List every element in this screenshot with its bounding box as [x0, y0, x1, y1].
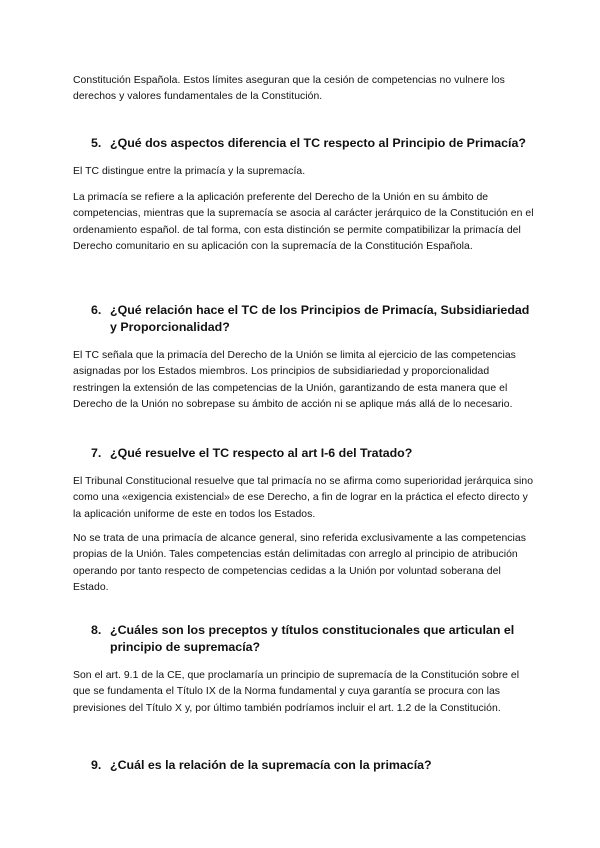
question-9-number: 9. — [91, 758, 102, 772]
question-6-text: ¿Qué relación hace el TC de los Principios de Primacía, Subsidiariedad y Proporcionalidad? — [110, 303, 530, 334]
question-8-number: 8. — [91, 623, 102, 637]
question-8-heading — [73, 622, 533, 656]
question-5-text: ¿Qué dos aspectos diferencia el TC respecto al Principio de Primacía? — [110, 136, 526, 150]
answer-5-paragraph-1: El TC distingue entre la primacía y la supremacía. — [73, 166, 306, 177]
question-6-heading — [73, 302, 533, 336]
answer-8-block-1 — [73, 668, 535, 717]
intro-paragraph-block — [73, 73, 535, 106]
answer-7-paragraph-1: El Tribunal Constitucional resuelve que tal primacía no se afirma como superioridad jerárquica sino como una «exigencia existencial» de ese Derecho, a fin de lograr en la práctica el efecto directo y la aplicación uniforme de este en todos los Estados. — [73, 476, 534, 520]
answer-5-block-2 — [73, 190, 535, 256]
question-9-text: ¿Cuál es la relación de la supremacía con la primacía? — [110, 758, 432, 772]
question-7-number: 7. — [91, 446, 102, 460]
answer-7-paragraph-2: No se trata de una primacía de alcance general, sino referida exclusivamente a las competencias propias de la Unión. Tales competencias están delimitadas con arreglo al principio de atribución operando por tanto respecto de competencias cedidas a la Unión por voluntad soberana del Estado. — [73, 533, 526, 594]
question-5-heading — [73, 135, 533, 152]
answer-6-paragraph-1: El TC señala que la primacía del Derecho de la Unión se limita al ejercicio de las competencias asignadas por los Estados miembros. Los principios de subsidiariedad y proporcionalidad restringen la extensión de las competencias de la Unión, garantizando de esta manera que el Derecho de la Unión no sobrepase su ámbito de acción ni se aplique más allá de lo necesario. — [73, 350, 516, 411]
question-7-heading — [73, 445, 533, 462]
intro-paragraph: Constitución Española. Estos límites aseguran que la cesión de competencias no vulnere los derechos y valores fundamentales de la Constitución. — [73, 75, 505, 103]
answer-8-paragraph-1: Son el art. 9.1 de la CE, que proclamaría un principio de supremacía de la Constitución sobre el que se fundamenta el Título IX de la Norma fundamental y cuya garantía se procura con las previsiones del Título X y, por último también podríamos incluir el art. 1.2 de la Constitución. — [73, 670, 520, 714]
answer-7-block-2 — [73, 531, 535, 597]
question-6-number: 6. — [91, 303, 102, 317]
answer-5-paragraph-2: La primacía se refiere a la aplicación preferente del Derecho de la Unión en su ámbito de competencias, mientras que la supremacía se asocia al carácter jerárquico de la Constitución en el ordenamiento español. de tal forma, con esta distinción se permite compatibilizar la primacía del Derecho comunitario en su aplicación con la supremacía de la Constitución Española. — [73, 192, 534, 253]
question-7-text: ¿Qué resuelve el TC respecto al art I-6 del Tratado? — [110, 446, 413, 460]
question-9-heading — [73, 757, 533, 774]
question-5-number: 5. — [91, 136, 102, 150]
answer-6-block-1 — [73, 348, 535, 414]
answer-7-block-1 — [73, 474, 535, 523]
answer-5-block-1 — [73, 164, 535, 180]
question-8-text: ¿Cuáles son los preceptos y títulos constitucionales que articulan el principio de supremacía? — [110, 623, 515, 654]
